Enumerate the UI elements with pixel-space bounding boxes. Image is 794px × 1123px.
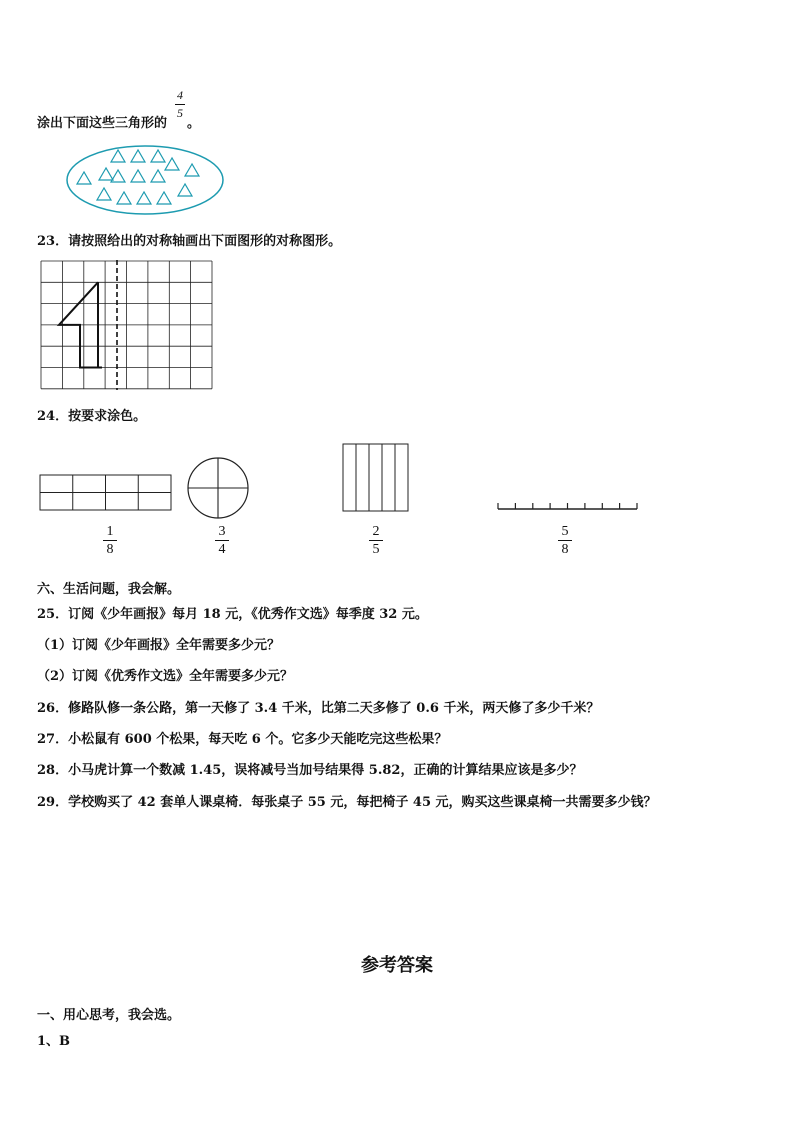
q22-fraction [172,88,188,121]
circle-quarters [186,456,250,520]
answers-heading: 参考答案 [361,955,433,976]
frac-bar [558,540,572,541]
frac-den: 5 [372,542,380,557]
triangle-icon [157,192,171,204]
q23-text: 23．请按照给出的对称轴画出下面图形的对称图形。 [37,234,342,249]
frac-num: 3 [218,524,226,539]
q25-sub2: （2）订阅《优秀作文选》全年需要多少元？ [37,669,294,684]
triangle-icon [117,192,131,204]
frac-bar [215,540,229,541]
triangle-icon [99,168,113,180]
q29-text: 29．学校购买了 42 套单人课桌椅．每张桌子 55 元，每把椅子 45 元，购买这些课桌椅一共需要多少钱？ [37,795,657,810]
triangle-icon [77,172,91,184]
q25-text: 25．订阅《少年画报》每月 18 元，《优秀作文选》每季度 32 元。 [37,607,428,622]
q24-fraction-1 [100,524,120,557]
q25-sub1: （1）订阅《少年画报》全年需要多少元？ [37,638,281,653]
section6-title: 六、生活问题，我会解。 [37,582,181,597]
frac-den: 4 [218,542,226,557]
q24-fraction-3 [366,524,386,557]
frac-num: 1 [106,524,114,539]
q22-suffix: 。 [187,116,201,131]
triangle-ellipse-figure [60,142,230,218]
triangle-icon [131,150,145,162]
symmetry-grid-figure [40,260,214,390]
q26-text: 26．修路队修一条公路，第一天修了 3.4 千米，比第二天多修了 0.6 千米，两天修了多少千米？ [37,701,600,716]
q22-frac-den: 5 [177,106,183,120]
frac-den: 8 [561,542,569,557]
answer-1: 1、B [37,1034,71,1049]
q24-text: 24．按要求涂色。 [37,409,147,424]
frac-num: 2 [372,524,380,539]
triangle-icon [185,164,199,176]
triangle-icon [111,150,125,162]
triangle-icon [97,188,111,200]
triangle-icon [131,170,145,182]
triangle-icon [151,150,165,162]
triangle-icon [165,158,179,170]
frac-bar [369,540,383,541]
rectangle-eighths [39,474,173,512]
frac-bar [103,540,117,541]
triangles [77,150,199,204]
q22-text [37,112,167,131]
answers-section1: 一、用心思考，我会选。 [37,1008,181,1023]
q22-prefix: 涂出下面这些三角形的 [37,116,168,131]
q24-fraction-4 [555,524,575,557]
q22-frac-num: 4 [177,88,183,102]
q27-text: 27．小松鼠有 600 个松果，每天吃 6 个。它多少天能吃完这些松果？ [37,732,448,747]
frac-num: 5 [561,524,569,539]
triangle-icon [151,170,165,182]
segment-eighths [497,498,639,514]
triangle-icon [137,192,151,204]
q24-fraction-2 [212,524,232,557]
triangle-icon [178,184,192,196]
rectangle-fifths [342,443,410,513]
frac-den: 8 [106,542,114,557]
q22-frac-bar [175,104,185,105]
q28-text: 28．小马虎计算一个数减 1.45，误将减号当加号结果得 5.82，正确的计算结果应该是多少？ [37,763,583,778]
